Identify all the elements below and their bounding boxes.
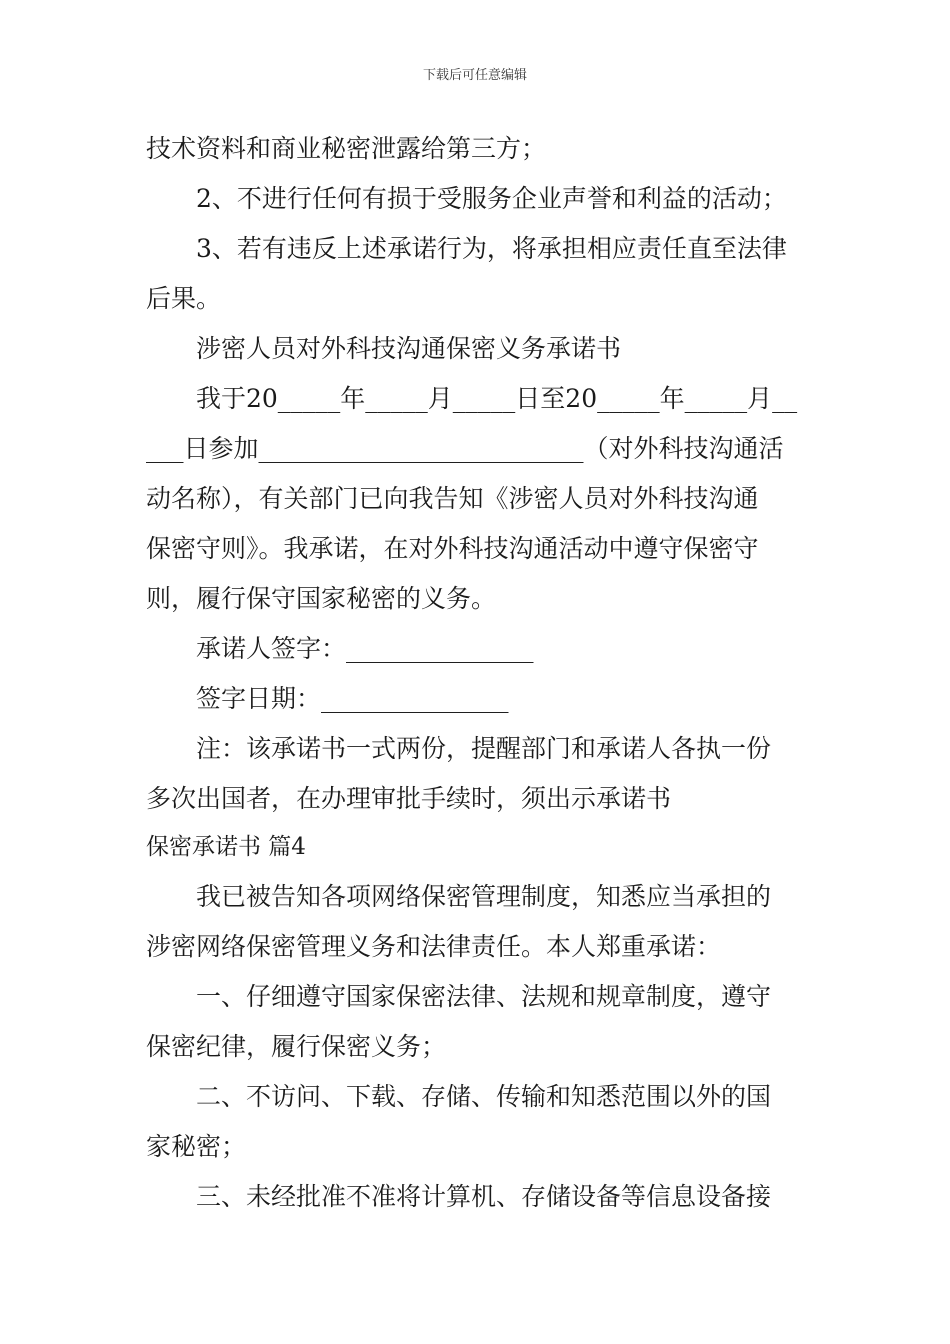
paragraph-line: 保密守则》。我承诺，在对外科技沟通活动中遵守保密守 bbox=[146, 534, 759, 563]
paragraph-line: 我已被告知各项网络保密管理制度，知悉应当承担的 bbox=[196, 882, 772, 911]
paragraph-line: ___日参加__________________________（对外科技沟通活 bbox=[146, 434, 784, 463]
paragraph-line: 我于20_____年_____月_____日至20_____年_____月__ bbox=[196, 384, 798, 413]
paragraph-line: 一、仔细遵守国家保密法律、法规和规章制度，遵守 bbox=[196, 982, 772, 1011]
paragraph-line: 3、若有违反上述承诺行为，将承担相应责任直至法律 bbox=[196, 234, 787, 263]
section-heading: 保密承诺书 篇4 bbox=[146, 834, 306, 860]
note-line: 多次出国者，在办理审批手续时，须出示承诺书 bbox=[146, 784, 672, 813]
paragraph-line: 二、不访问、下载、存储、传输和知悉范围以外的国 bbox=[196, 1082, 772, 1111]
page-header: 下载后可任意编辑 bbox=[422, 68, 527, 83]
paragraph-line: 保密纪律，履行保密义务； bbox=[146, 1032, 447, 1061]
date-line: 签字日期：_______________ bbox=[196, 684, 509, 713]
paragraph-line: 动名称），有关部门已向我告知《涉密人员对外科技沟通 bbox=[146, 484, 759, 513]
note-line: 注：该承诺书一式两份，提醒部门和承诺人各执一份 bbox=[196, 734, 772, 763]
signature-line: 承诺人签字：_______________ bbox=[196, 634, 534, 663]
paragraph-line: 技术资料和商业秘密泄露给第三方； bbox=[146, 134, 547, 163]
paragraph-line: 三、未经批准不准将计算机、存储设备等信息设备接 bbox=[196, 1182, 772, 1211]
section-title: 涉密人员对外科技沟通保密义务承诺书 bbox=[196, 334, 622, 363]
paragraph-line: 家秘密； bbox=[146, 1132, 247, 1161]
paragraph-line: 后果。 bbox=[146, 284, 222, 313]
paragraph-line: 则，履行保守国家秘密的义务。 bbox=[146, 584, 497, 613]
paragraph-line: 2、不进行任何有损于受服务企业声誉和利益的活动； bbox=[196, 184, 787, 213]
paragraph-line: 涉密网络保密管理义务和法律责任。本人郑重承诺： bbox=[146, 932, 722, 961]
